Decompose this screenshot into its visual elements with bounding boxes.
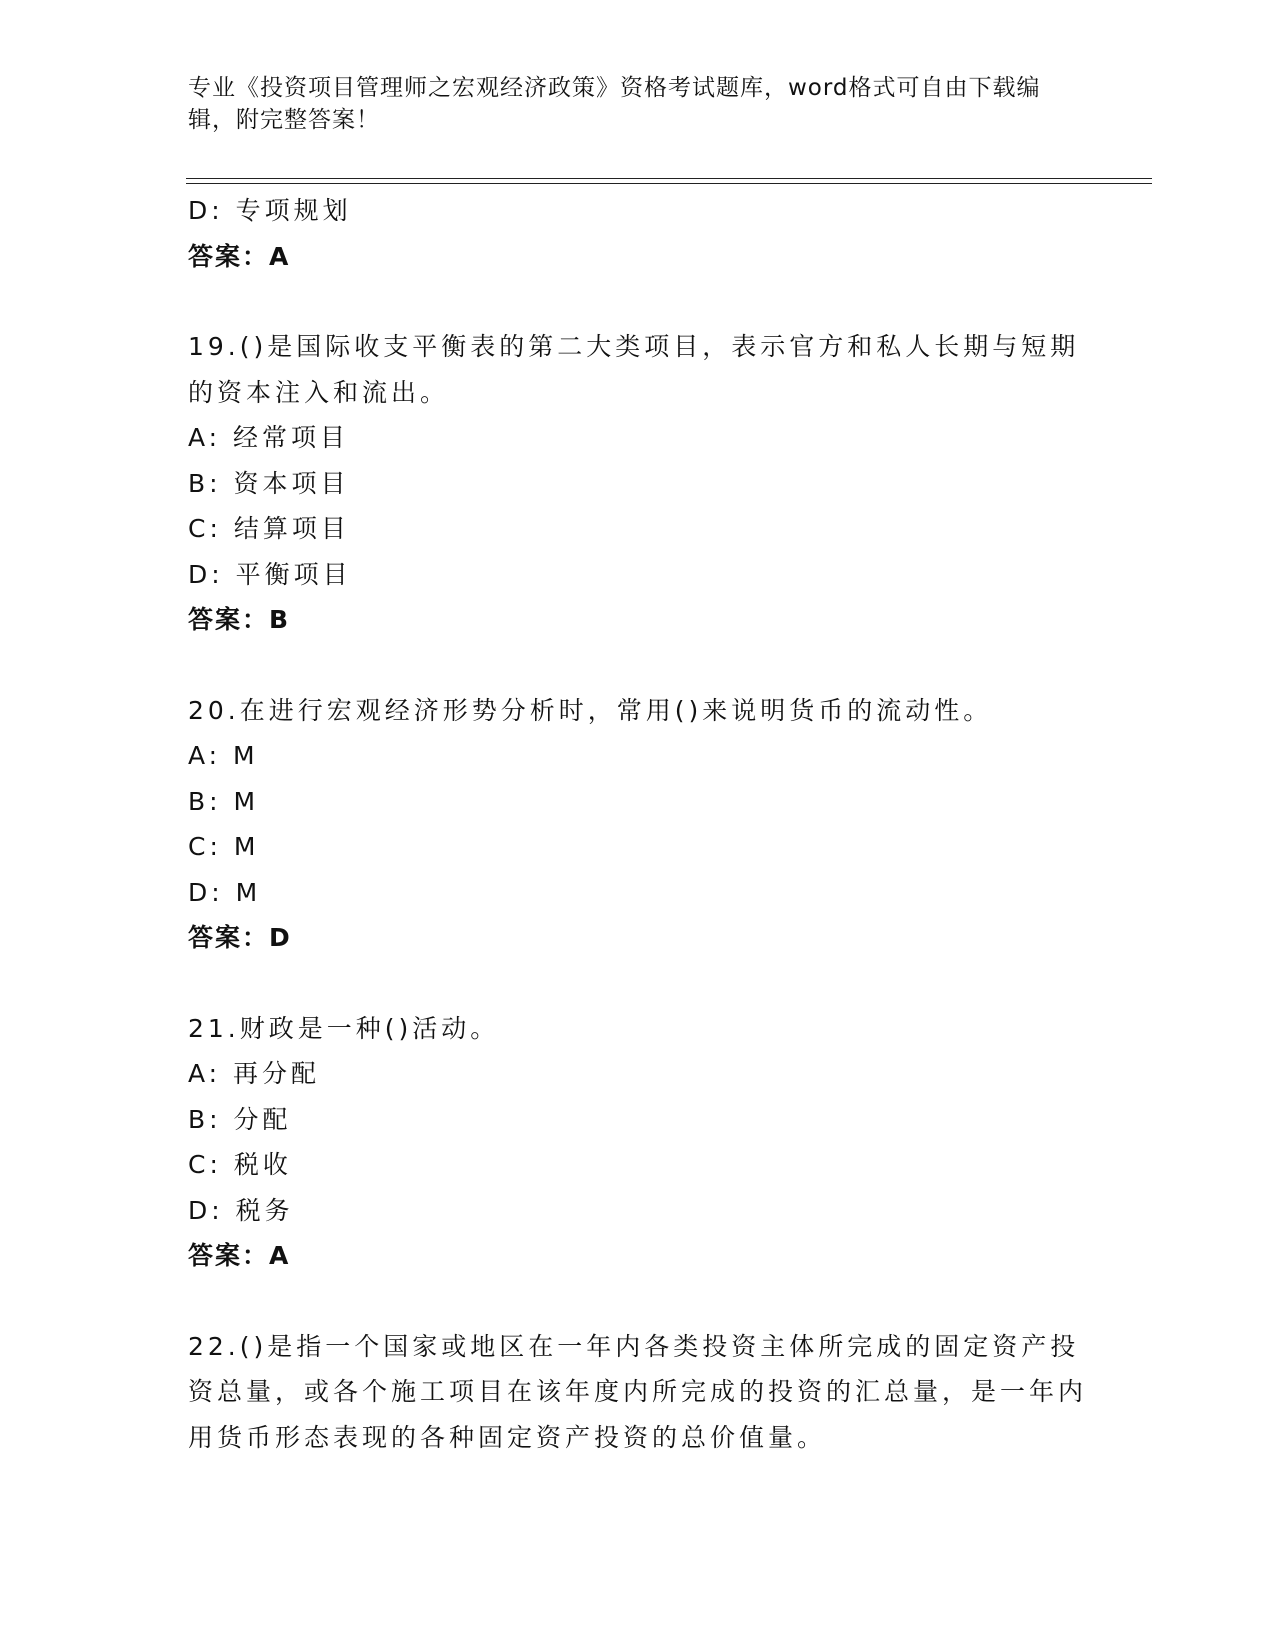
option-a: A: 经常项目	[188, 423, 350, 452]
question-21	[188, 1006, 1088, 1279]
option-c: C: M	[188, 832, 260, 861]
answer: 答案：A	[188, 241, 291, 271]
option-c: C: 税收	[188, 1150, 292, 1179]
question-stem: 19.()是国际收支平衡表的第二大类项目，表示官方和私人长期与短期的资本注入和流出。	[188, 332, 1080, 407]
question-22	[188, 1324, 1088, 1461]
option-d: D: 专项规划	[188, 196, 352, 225]
option-b: B: 资本项目	[188, 468, 350, 498]
question-content	[188, 188, 1088, 1460]
answer: 答案：A	[188, 1241, 291, 1270]
answer: 答案：B	[188, 605, 291, 634]
option-a: A: 再分配	[188, 1059, 321, 1088]
option-c: C: 结算项目	[188, 514, 350, 543]
option-d: D: 平衡项目	[188, 559, 352, 589]
option-a: A: M	[188, 741, 259, 770]
option-b: B: M	[188, 786, 260, 816]
option-d: D: 税务	[188, 1195, 294, 1225]
header-divider-top	[186, 178, 1152, 179]
question-stem: 22.()是指一个国家或地区在一年内各类投资主体所完成的固定资产投资总量，或各个施工项目在该年度内所完成的投资的汇总量，是一年内用货币形态表现的各种固定资产投资的总价值量。	[188, 1331, 1088, 1452]
header-divider-bottom	[186, 183, 1152, 184]
option-d: D: M	[188, 877, 262, 907]
question-stem: 20.在进行宏观经济形势分析时，常用()来说明货币的流动性。	[188, 695, 993, 725]
document-header: 专业《投资项目管理师之宏观经济政策》资格考试题库，word格式可自由下载编辑，附完整答案！	[188, 75, 1041, 133]
option-b: B: 分配	[188, 1104, 292, 1134]
question-stem: 21.财政是一种()活动。	[188, 1013, 500, 1043]
question-19	[188, 324, 1088, 643]
answer: 答案：D	[188, 923, 292, 952]
question-20	[188, 688, 1088, 961]
